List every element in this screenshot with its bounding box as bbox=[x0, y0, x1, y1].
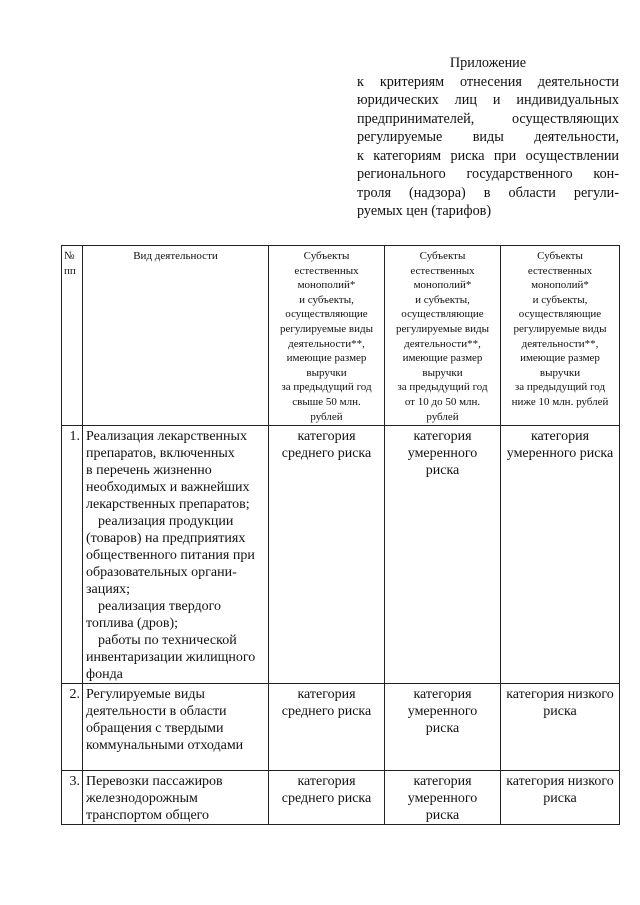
header-line: и субъекты, bbox=[415, 293, 470, 306]
header-line: монополий* bbox=[297, 279, 356, 292]
category-line: категория bbox=[530, 429, 590, 444]
activity-line: деятельности в области bbox=[86, 704, 227, 719]
header-line: ниже 10 млн. рублей bbox=[511, 395, 609, 408]
category-line: умеренного bbox=[407, 704, 478, 719]
risk-category-cell bbox=[501, 771, 620, 825]
activity-line: фонда bbox=[86, 667, 123, 682]
table-header-row bbox=[62, 246, 620, 426]
header-line: монополий* bbox=[531, 279, 589, 292]
header-line: имеющие размер bbox=[402, 352, 483, 365]
header-line: осуществляющие bbox=[285, 308, 368, 321]
header-line: выручки bbox=[539, 366, 581, 379]
appendix-line: предпринимателей, осуществляющих bbox=[357, 110, 619, 127]
table-row bbox=[62, 426, 620, 684]
category-line: среднего риска bbox=[281, 704, 372, 719]
activity-line: общественного питания при bbox=[86, 548, 255, 563]
activity-line: железнодорожным bbox=[86, 791, 198, 806]
header-line: выручки bbox=[306, 366, 347, 379]
risk-category-table bbox=[61, 245, 620, 825]
category-line: риска bbox=[425, 808, 460, 823]
appendix-line: регионального государственного кон- bbox=[357, 166, 619, 182]
risk-category-cell bbox=[269, 426, 385, 684]
activity-line: зациях; bbox=[86, 582, 131, 597]
header-line: регулируемые виды bbox=[396, 322, 489, 335]
activity-line: работы по технической bbox=[98, 633, 237, 648]
header-line: регулируемые виды bbox=[280, 322, 373, 335]
category-line: категория bbox=[413, 774, 472, 789]
category-line: категория bbox=[413, 687, 472, 702]
activity-line: в перечень жизненно bbox=[86, 463, 212, 478]
header-line: монополий* bbox=[413, 279, 472, 292]
appendix-line: юридических лиц и индивидуальных bbox=[357, 92, 619, 108]
header-line: рублей bbox=[310, 410, 343, 423]
activity-line: лекарственных препаратов; bbox=[86, 497, 250, 512]
activity-line: Реализация лекарственных bbox=[86, 429, 247, 444]
header-large-revenue bbox=[269, 246, 385, 426]
category-line: риска bbox=[425, 463, 460, 478]
risk-category-cell bbox=[385, 684, 501, 771]
activity-cell bbox=[83, 771, 269, 825]
header-line: от 10 до 50 млн. bbox=[404, 395, 481, 408]
activity-line: Регулируемые виды bbox=[86, 687, 205, 702]
risk-category-cell bbox=[385, 771, 501, 825]
header-line: естественных bbox=[410, 264, 475, 277]
row-number: 3. bbox=[62, 771, 83, 825]
category-line: среднего риска bbox=[281, 446, 372, 461]
header-line: свыше 50 млн. bbox=[292, 395, 361, 408]
appendix-title: Приложение bbox=[449, 55, 527, 71]
category-line: категория bbox=[297, 429, 356, 444]
risk-category-cell bbox=[501, 684, 620, 771]
activity-line: реализация твердого bbox=[98, 599, 222, 614]
risk-category-cell bbox=[501, 426, 620, 684]
category-line: категория низкого bbox=[506, 687, 614, 702]
row-number: 2. bbox=[62, 684, 83, 771]
header-line: деятельности**, bbox=[404, 337, 481, 350]
activity-line: Перевозки пассажиров bbox=[86, 774, 223, 789]
risk-category-cell bbox=[269, 684, 385, 771]
activity-line: реализация продукции bbox=[98, 514, 234, 529]
risk-category-cell bbox=[385, 426, 501, 684]
category-line: риска bbox=[543, 704, 577, 719]
activity-line: образовательных органи- bbox=[86, 565, 237, 580]
header-line: Субъекты bbox=[419, 250, 466, 262]
table-row bbox=[62, 684, 620, 771]
header-line: имеющие размер bbox=[286, 352, 367, 365]
header-num-line: № bbox=[64, 250, 75, 262]
activity-cell bbox=[83, 426, 269, 684]
activity-line: (товаров) на предприятиях bbox=[86, 531, 246, 546]
header-line: естественных bbox=[294, 264, 359, 277]
activity-line: коммунальными отходами bbox=[86, 738, 244, 753]
activity-line: транспортом общего bbox=[86, 808, 210, 823]
header-activity-label: Вид деятельности bbox=[133, 250, 218, 262]
activity-line: препаратов, включенных bbox=[86, 446, 235, 461]
category-line: категория bbox=[297, 687, 356, 702]
header-line: выручки bbox=[422, 366, 463, 379]
header-line: осуществляющие bbox=[401, 308, 484, 321]
header-small-revenue bbox=[501, 246, 620, 426]
header-line: за предыдущий год bbox=[397, 381, 488, 394]
row-number: 1. bbox=[62, 426, 83, 684]
header-line: за предыдущий год bbox=[514, 381, 606, 394]
header-line: за предыдущий год bbox=[281, 381, 372, 394]
header-line: осуществляющие bbox=[518, 308, 602, 321]
header-line: и субъекты, bbox=[299, 293, 354, 306]
category-line: категория bbox=[413, 429, 472, 444]
appendix-block bbox=[357, 54, 619, 221]
category-line: риска bbox=[425, 721, 460, 736]
header-num bbox=[62, 246, 83, 426]
header-medium-revenue bbox=[385, 246, 501, 426]
header-line: естественных bbox=[527, 264, 593, 277]
header-line: и субъекты, bbox=[532, 293, 588, 306]
header-line: деятельности**, bbox=[288, 337, 365, 350]
header-line: имеющие размер bbox=[520, 352, 600, 365]
header-activity bbox=[83, 246, 269, 426]
appendix-line: к категориям риска при осуществлении bbox=[357, 147, 619, 164]
header-line: регулируемые виды bbox=[513, 322, 607, 335]
appendix-line: регулируемые виды деятельности, bbox=[357, 129, 619, 145]
activity-line: обращения с твердыми bbox=[86, 721, 224, 736]
category-line: умеренного bbox=[407, 446, 478, 461]
risk-category-cell bbox=[269, 771, 385, 825]
category-line: категория bbox=[297, 774, 356, 789]
category-line: умеренного риска bbox=[506, 446, 614, 461]
category-line: категория низкого bbox=[506, 774, 614, 789]
appendix-line: руемых цен (тарифов) bbox=[357, 203, 492, 219]
header-line: Субъекты bbox=[303, 250, 350, 262]
activity-cell bbox=[83, 684, 269, 771]
activity-line: необходимых и важнейших bbox=[86, 480, 250, 495]
header-num-line: пп bbox=[64, 264, 76, 277]
header-line: рублей bbox=[426, 410, 459, 423]
table-row bbox=[62, 771, 620, 825]
appendix-line: троля (надзора) в области регули- bbox=[357, 184, 619, 201]
appendix-line: к критериям отнесения деятельности bbox=[357, 73, 619, 90]
activity-line: инвентаризации жилищного bbox=[86, 650, 256, 665]
category-line: среднего риска bbox=[281, 791, 372, 806]
header-line: деятельности**, bbox=[521, 337, 599, 350]
category-line: риска bbox=[543, 791, 577, 806]
activity-line: топлива (дров); bbox=[86, 616, 178, 631]
category-line: умеренного bbox=[407, 791, 478, 806]
header-line: Субъекты bbox=[537, 250, 583, 262]
